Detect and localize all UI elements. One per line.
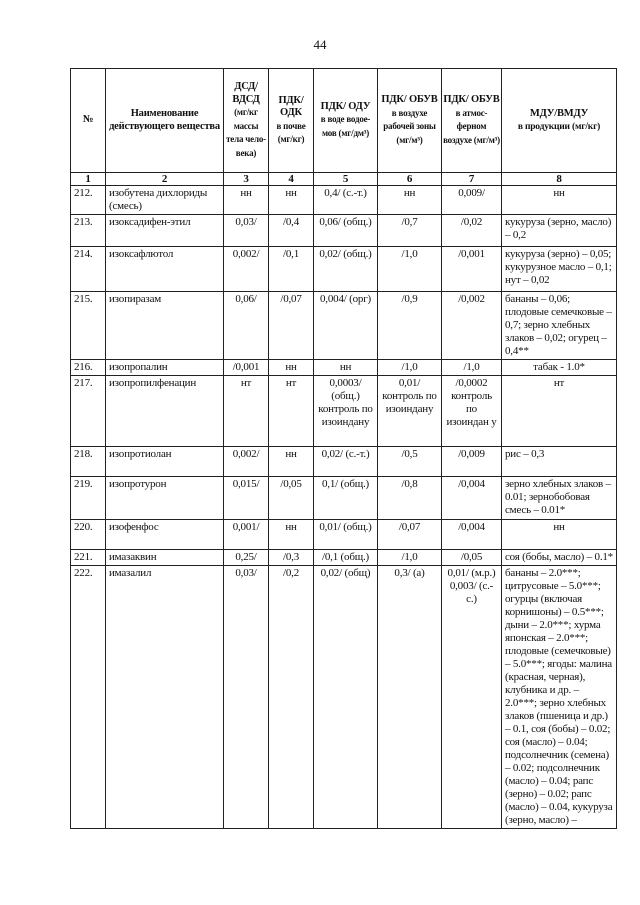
- table-row: [71, 360, 617, 376]
- atmosphere-value: /0,009: [442, 447, 502, 477]
- mdu-value: рис – 0,3: [502, 447, 617, 477]
- workzone-value: 0,01/ контроль по изоиндану: [378, 376, 442, 447]
- workzone-value: 0,3/ (а): [378, 566, 442, 829]
- substance-name: изопропилфенацин: [106, 376, 224, 447]
- atmosphere-value: /0,02: [442, 215, 502, 247]
- workzone-value: /0,9: [378, 292, 442, 360]
- table-row: [71, 447, 617, 477]
- header-mdu: МДУ/ВМДУ в продукции (мг/кг): [502, 69, 617, 173]
- atmosphere-value: /0,001: [442, 247, 502, 292]
- dsd-value: 0,001/: [224, 520, 269, 550]
- row-number: 222.: [71, 566, 106, 829]
- column-number: 1: [71, 173, 106, 186]
- header-row: [71, 69, 617, 173]
- table-row: [71, 215, 617, 247]
- table-row: [71, 376, 617, 447]
- row-number: 213.: [71, 215, 106, 247]
- row-number: 216.: [71, 360, 106, 376]
- row-number: 214.: [71, 247, 106, 292]
- water-value: 0,004/ (орг): [314, 292, 378, 360]
- row-number: 221.: [71, 550, 106, 566]
- column-number: 2: [106, 173, 224, 186]
- soil-value: нн: [269, 360, 314, 376]
- atmosphere-value: /1,0: [442, 360, 502, 376]
- workzone-value: /0,5: [378, 447, 442, 477]
- soil-value: /0,07: [269, 292, 314, 360]
- workzone-value: /1,0: [378, 360, 442, 376]
- workzone-value: /0,07: [378, 520, 442, 550]
- column-number: 3: [224, 173, 269, 186]
- dsd-value: 0,002/: [224, 247, 269, 292]
- substance-name: имазаквин: [106, 550, 224, 566]
- substance-name: изопиразам: [106, 292, 224, 360]
- substance-name: имазалил: [106, 566, 224, 829]
- water-value: 0,4/ (с.-т.): [314, 186, 378, 215]
- dsd-value: /0,001: [224, 360, 269, 376]
- table-row: [71, 566, 617, 829]
- mdu-value: бананы – 0,06; плодовые семечковые – 0,7; зерно хлебных злаков – 0,02; огурец – 0,4**: [502, 292, 617, 360]
- atmosphere-value: /0,004: [442, 520, 502, 550]
- water-value: 0,06/ (общ.): [314, 215, 378, 247]
- substance-name: изопротурон: [106, 477, 224, 520]
- water-value: 0,02/ (общ.): [314, 247, 378, 292]
- soil-value: /0,05: [269, 477, 314, 520]
- dsd-value: 0,03/: [224, 215, 269, 247]
- column-number: 8: [502, 173, 617, 186]
- soil-value: нн: [269, 447, 314, 477]
- water-value: 0,02/ (общ): [314, 566, 378, 829]
- dsd-value: 0,25/: [224, 550, 269, 566]
- header-pdk-water: ПДК/ ОДУ в воде водое-мов (мг/дм³): [314, 69, 378, 173]
- mdu-value: зерно хлебных злаков – 0.01; зернобобовая смесь – 0.01*: [502, 477, 617, 520]
- dsd-value: нн: [224, 186, 269, 215]
- row-number: 219.: [71, 477, 106, 520]
- substance-name: изопротиолан: [106, 447, 224, 477]
- dsd-value: 0,03/: [224, 566, 269, 829]
- table-row: [71, 550, 617, 566]
- header-num: №: [71, 69, 106, 173]
- header-pdk-workzone: ПДК/ ОБУВ в воздухе рабочей зоны (мг/м³): [378, 69, 442, 173]
- workzone-value: /0,7: [378, 215, 442, 247]
- workzone-value: /1,0: [378, 550, 442, 566]
- substance-name: изобутена дихлориды (смесь): [106, 186, 224, 215]
- row-number: 215.: [71, 292, 106, 360]
- water-value: нн: [314, 360, 378, 376]
- soil-value: нт: [269, 376, 314, 447]
- dsd-value: нт: [224, 376, 269, 447]
- water-value: 0,02/ (с.-т.): [314, 447, 378, 477]
- table-row: [71, 292, 617, 360]
- substance-name: изопропалин: [106, 360, 224, 376]
- column-number: 5: [314, 173, 378, 186]
- row-number: 212.: [71, 186, 106, 215]
- substance-name: изоксадифен-этил: [106, 215, 224, 247]
- table-row: [71, 477, 617, 520]
- water-value: 0,01/ (общ.): [314, 520, 378, 550]
- water-value: /0,1 (общ.): [314, 550, 378, 566]
- dsd-value: 0,002/: [224, 447, 269, 477]
- column-number: 4: [269, 173, 314, 186]
- soil-value: /0,2: [269, 566, 314, 829]
- table-row: [71, 186, 617, 215]
- mdu-value: бананы – 2.0***; цитрусовые – 5.0***; огурцы (включая корнишоны) – 0.5***; дыни – 2.0***; хурма японская – 2.0***; плодовые (семечковые) – 5.0***; ягоды: малина (красная, черная), клубника и др. – 2.0***; зерно хлебных злаков (пшеница и др.) – 0.1, соя (бобы) – 0.02; соя (масло) – 0.04; подсолнечник (семена) – 0.02; подсолнечник (масло) – 0.04; рапс (зерно) – 0.02; рапс (масло) – 0.04, кукуруза (зерно, масло) –: [502, 566, 617, 829]
- soil-value: /0,3: [269, 550, 314, 566]
- atmosphere-value: /0,0002 контроль по изоиндан у: [442, 376, 502, 447]
- workzone-value: нн: [378, 186, 442, 215]
- header-dsd: ДСД/ ВДСД (мг/кг массы тела чело-века): [224, 69, 269, 173]
- soil-value: нн: [269, 520, 314, 550]
- row-number: 217.: [71, 376, 106, 447]
- page-number: 44: [313, 37, 327, 52]
- mdu-value: нн: [502, 186, 617, 215]
- atmosphere-value: /0,05: [442, 550, 502, 566]
- mdu-value: соя (бобы, масло) – 0.1*: [502, 550, 617, 566]
- column-number: 7: [442, 173, 502, 186]
- mdu-value: кукуруза (зерно, масло) – 0,2: [502, 215, 617, 247]
- header-pdk-atmosphere: ПДК/ ОБУВ в атмос-ферном воздухе (мг/м³): [442, 69, 502, 173]
- mdu-value: табак - 1.0*: [502, 360, 617, 376]
- atmosphere-value: 0,009/: [442, 186, 502, 215]
- workzone-value: /1,0: [378, 247, 442, 292]
- soil-value: /0,1: [269, 247, 314, 292]
- mdu-value: кукуруза (зерно) – 0,05; кукурузное масло – 0,1; нут – 0,02: [502, 247, 617, 292]
- workzone-value: /0,8: [378, 477, 442, 520]
- mdu-value: нт: [502, 376, 617, 447]
- soil-value: нн: [269, 186, 314, 215]
- column-number-row: [71, 173, 617, 186]
- water-value: 0,1/ (общ.): [314, 477, 378, 520]
- table-row: [71, 247, 617, 292]
- water-value: 0,0003/ (общ.) контроль по изоиндану: [314, 376, 378, 447]
- pesticide-standards-table: [70, 68, 617, 829]
- substance-name: изоксафлютол: [106, 247, 224, 292]
- substance-name: изофенфос: [106, 520, 224, 550]
- atmosphere-value: /0,002: [442, 292, 502, 360]
- dsd-value: 0,06/: [224, 292, 269, 360]
- table-row: [71, 520, 617, 550]
- header-name: Наименование действующего вещества: [106, 69, 224, 173]
- column-number: 6: [378, 173, 442, 186]
- soil-value: /0,4: [269, 215, 314, 247]
- mdu-value: нн: [502, 520, 617, 550]
- row-number: 220.: [71, 520, 106, 550]
- atmosphere-value: /0,004: [442, 477, 502, 520]
- row-number: 218.: [71, 447, 106, 477]
- header-pdk-soil: ПДК/ ОДК в почве (мг/кг): [269, 69, 314, 173]
- dsd-value: 0,015/: [224, 477, 269, 520]
- atmosphere-value: 0,01/ (м.р.) 0,003/ (с.-с.): [442, 566, 502, 829]
